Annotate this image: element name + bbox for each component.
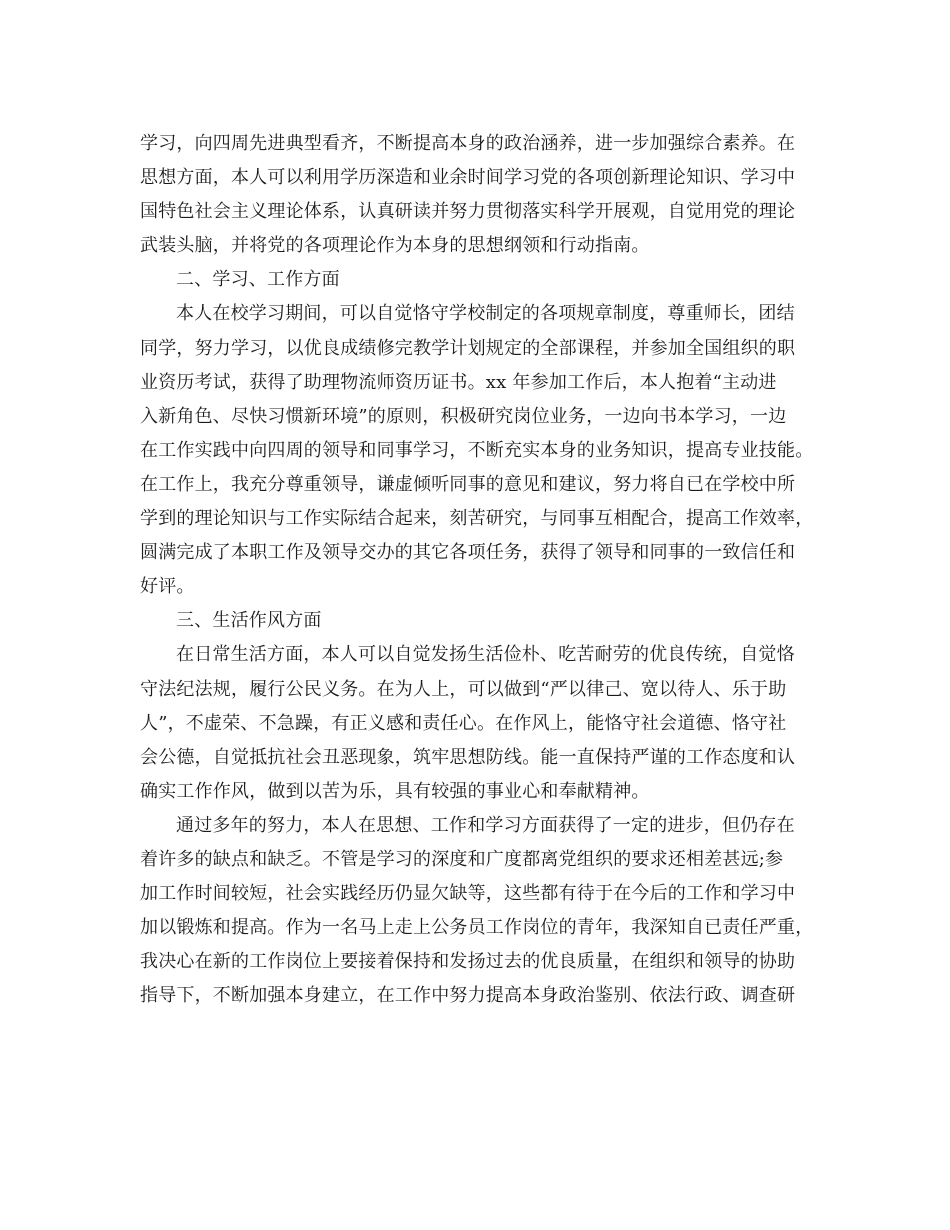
- paragraph-start-line: 二、学习、工作方面: [176, 269, 340, 291]
- text-line: 入新角色、尽快习惯新环境”的原则，积极研究岗位业务，一边向书本学习，一边: [140, 405, 787, 427]
- text-line: 在工作实践中向四周的领导和同事学习，不断充实本身的业务知识，提高专业技能。: [140, 439, 814, 461]
- text-line: 会公德，自觉抵抗社会丑恶现象，筑牢思想防线。能一直保持严谨的工作态度和认: [140, 746, 796, 768]
- text-line: 国特色社会主义理论体系，认真研读并努力贯彻落实科学开展观，自觉用党的理论: [140, 201, 796, 223]
- text-line: 人”，不虚荣、不急躁，有正义感和责任心。在作风上，能恪守社会道德、恪守社: [140, 712, 787, 734]
- text-line: 在工作上，我充分尊重领导，谦虚倾听同事的意见和建议，努力将自已在学校中所: [140, 473, 796, 495]
- text-line: 业资历考试，获得了助理物流师资历证书。xx 年参加工作后，本人抱着“主动进: [140, 371, 777, 393]
- text-line: 加以锻炼和提高。作为一名马上走上公务员工作岗位的青年，我深知自已责任严重，: [140, 917, 814, 939]
- text-line: 学到的理论知识与工作实际结合起来，刻苦研究，与同事互相配合，提高工作效率，: [140, 508, 814, 530]
- text-line: 守法纪法规，履行公民义务。在为人上，可以做到“严以律己、宽以待人、乐于助: [140, 678, 787, 700]
- text-line: 同学，努力学习，以优良成绩修完教学计划规定的全部课程，并参加全国组织的职: [140, 337, 796, 359]
- text-line: 确实工作作风，做到以苦为乐，具有较强的事业心和奉献精神。: [140, 780, 650, 802]
- paragraph-start-line: 在日常生活方面，本人可以自觉发扬生活俭朴、吃苦耐劳的优良传统，自觉恪: [176, 644, 795, 666]
- paragraph-start-line: 三、生活作风方面: [176, 610, 322, 632]
- text-line: 我决心在新的工作岗位上要接着保持和发扬过去的优良质量，在组织和领导的协助: [140, 951, 796, 973]
- text-line: 学习，向四周先进典型看齐，不断提高本身的政治涵养，进一步加强综合素养。在: [140, 133, 796, 154]
- text-line: 圆满完成了本职工作及领导交办的其它各项任务，获得了领导和同事的一致信任和: [140, 542, 796, 564]
- document-body: [140, 127, 822, 1013]
- text-line: 思想方面，本人可以利用学历深造和业余时间学习党的各项创新理论知识、学习中: [140, 167, 796, 189]
- paragraph-start-line: 通过多年的努力，本人在思想、工作和学习方面获得了一定的进步，但仍存在: [176, 814, 795, 836]
- text-line: 好评。: [140, 576, 195, 598]
- text-line: 武装头脑，并将党的各项理论作为本身的思想纲领和行动指南。: [140, 235, 650, 257]
- text-line: 着许多的缺点和缺乏。不管是学习的深度和广度都离党组织的要求还相差甚远;参: [140, 848, 784, 870]
- paragraph-start-line: 本人在校学习期间，可以自觉恪守学校制定的各项规章制度，尊重师长，团结: [176, 303, 795, 325]
- text-line: 加工作时间较短，社会实践经历仍显欠缺等，这些都有待于在今后的工作和学习中: [140, 883, 796, 905]
- text-line: 指导下，不断加强本身建立，在工作中努力提高本身政治鉴别、依法行政、调查研: [140, 985, 796, 1007]
